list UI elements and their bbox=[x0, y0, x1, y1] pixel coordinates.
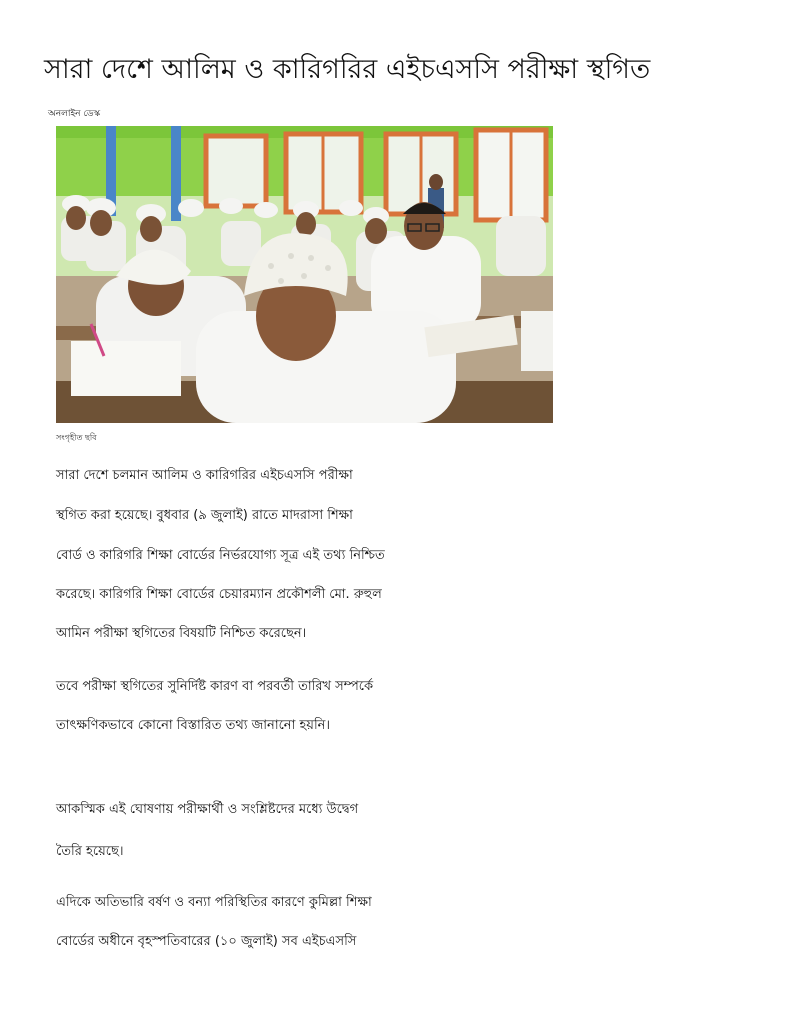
body-text-line: আমিন পরীক্ষা স্থগিতের বিষয়টি নিশ্চিত করেছেন। bbox=[56, 626, 307, 641]
body-text-line: আকস্মিক এই ঘোষণায় পরীক্ষার্থী ও সংশ্লিষ্টদের মধ্যে উদ্বেগ bbox=[56, 802, 359, 817]
body-text-line: সারা দেশে চলমান আলিম ও কারিগরির এইচএসসি পরীক্ষা bbox=[56, 468, 353, 483]
body-text-line: তবে পরীক্ষা স্থগিতের সুনির্দিষ্ট কারণ বা পরবর্তী তারিখ সম্পর্কে bbox=[56, 679, 374, 694]
body-text-line: তৈরি হয়েছে। bbox=[56, 844, 124, 859]
body-text-line: করেছে। কারিগরি শিক্ষা বোর্ডের চেয়ারম্যান প্রকৌশলী মো. রুহুল bbox=[56, 587, 382, 602]
body-text-line: স্থগিত করা হয়েছে। বুধবার (৯ জুলাই) রাতে মাদরাসা শিক্ষা bbox=[56, 508, 353, 523]
body-text-line: বোর্ডের অধীনে বৃহস্পতিবারের (১০ জুলাই) সব এইচএসসি bbox=[56, 934, 357, 949]
body-text-line: তাৎক্ষণিকভাবে কোনো বিস্তারিত তথ্য জানানো হয়নি। bbox=[56, 718, 331, 733]
article-byline: অনলাইন ডেস্ক bbox=[48, 109, 101, 119]
exam-hall-photo-illustration bbox=[56, 126, 553, 423]
body-text-line: বোর্ড ও কারিগরি শিক্ষা বোর্ডের নির্ভরযোগ্য সূত্র এই তথ্য নিশ্চিত bbox=[56, 548, 385, 563]
article-headline: সারা দেশে আলিম ও কারিগরির এইচএসসি পরীক্ষা স্থগিত bbox=[44, 54, 651, 85]
photo-caption: সংগৃহীত ছবি bbox=[56, 433, 97, 442]
article-photo bbox=[56, 126, 553, 423]
body-text-line: এদিকে অতিভারি বর্ষণ ও বন্যা পরিস্থিতির কারণে কুমিল্লা শিক্ষা bbox=[56, 895, 372, 910]
